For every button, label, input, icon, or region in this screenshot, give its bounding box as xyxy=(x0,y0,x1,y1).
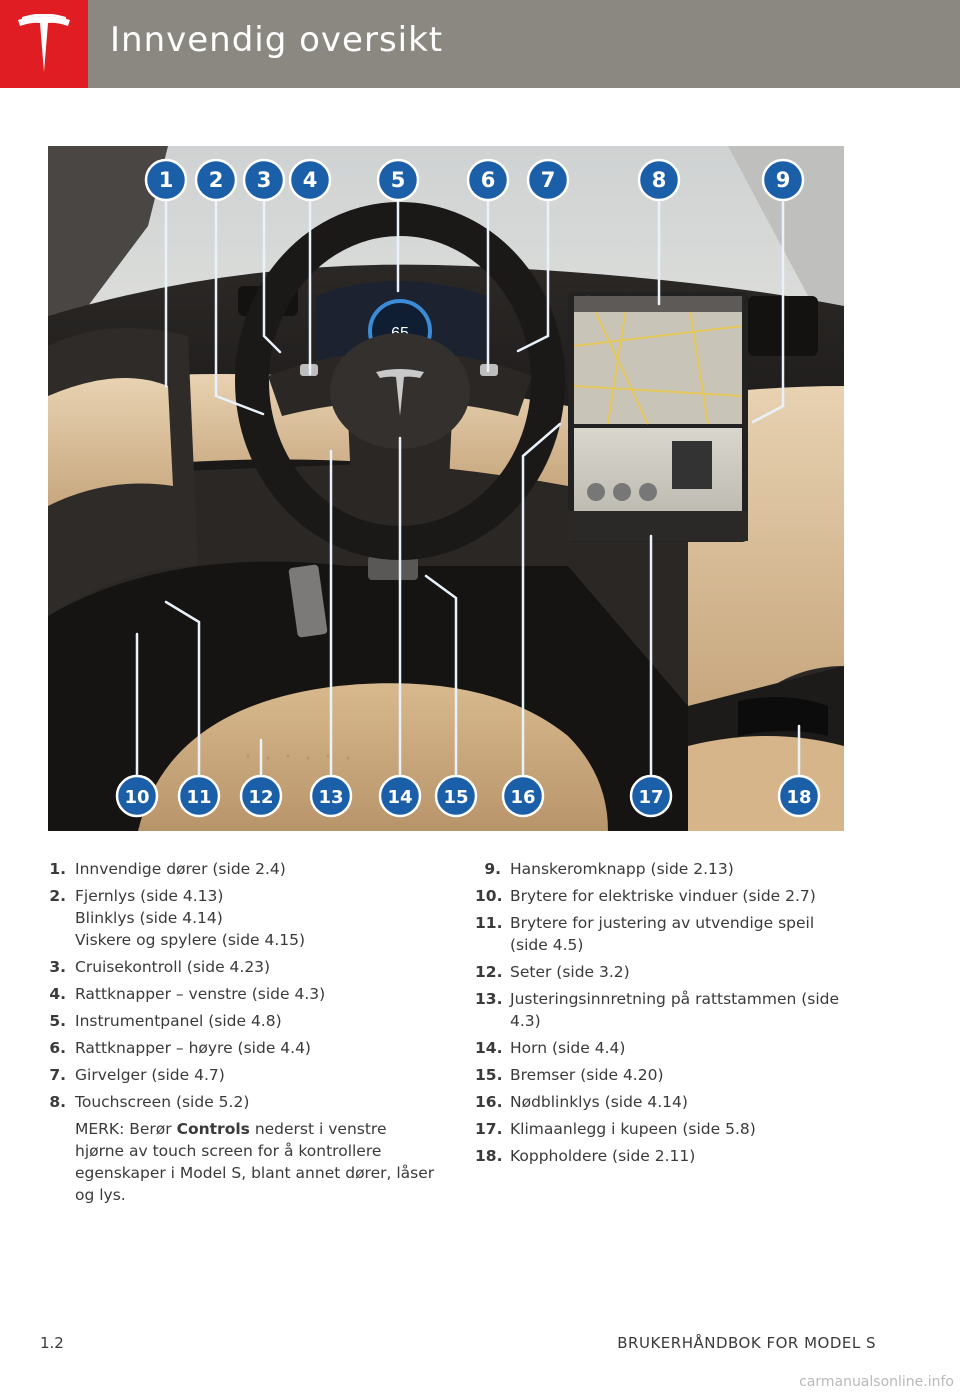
note-prefix: MERK: Berør xyxy=(75,1120,177,1138)
item-line: Rattknapper – høyre (side 4.4) xyxy=(75,1039,311,1057)
list-item xyxy=(40,983,440,1005)
callout-17 xyxy=(631,776,671,816)
item-number: 16. xyxy=(475,1093,503,1111)
note-suffix: nederst i venstre hjørne av touch screen for å kontrollere egenskaper i Model S, blant annet dører, låser og lys. xyxy=(75,1120,435,1204)
callout-number: 14 xyxy=(387,787,413,808)
item-number: 2. xyxy=(49,887,66,905)
list-item xyxy=(40,956,440,978)
item-number: 9. xyxy=(484,860,501,878)
callout-number: 10 xyxy=(124,787,150,808)
callout-number: 4 xyxy=(302,168,318,192)
item-line: Horn (side 4.4) xyxy=(510,1039,626,1057)
list-item xyxy=(475,1091,855,1113)
item-line: Nødblinklys (side 4.14) xyxy=(510,1093,688,1111)
item-line: Seter (side 3.2) xyxy=(510,963,630,981)
item-line: Innvendige dører (side 2.4) xyxy=(75,860,286,878)
manual-title: BRUKERHÅNDBOK FOR MODEL S xyxy=(617,1334,876,1352)
callout-13 xyxy=(311,776,351,816)
interior-photo xyxy=(48,146,844,831)
callout-2 xyxy=(196,160,236,200)
item-number: 3. xyxy=(49,958,66,976)
item-text xyxy=(75,983,440,1005)
callout-number: 6 xyxy=(480,168,496,192)
callout-number: 13 xyxy=(318,787,344,808)
item-text xyxy=(75,1091,440,1113)
list-item xyxy=(475,1037,855,1059)
callout-3 xyxy=(244,160,284,200)
item-number: 17. xyxy=(475,1120,503,1138)
list-item xyxy=(40,1010,440,1032)
callout-number: 15 xyxy=(443,787,469,808)
callout-number: 17 xyxy=(638,787,664,808)
callout-number: 5 xyxy=(390,168,406,192)
callout-11 xyxy=(179,776,219,816)
item-line: Klimaanlegg i kupeen (side 5.8) xyxy=(510,1120,756,1138)
item-text xyxy=(510,1118,855,1140)
callout-14 xyxy=(380,776,420,816)
item-line: Hanskeromknapp (side 2.13) xyxy=(510,860,734,878)
list-item xyxy=(40,858,440,880)
item-text xyxy=(75,1037,440,1059)
page-number: 1.2 xyxy=(40,1334,64,1352)
item-number: 11. xyxy=(475,914,503,932)
callout-6 xyxy=(468,160,508,200)
item-line: Girvelger (side 4.7) xyxy=(75,1066,225,1084)
list-item xyxy=(475,988,855,1032)
item-line: Cruisekontroll (side 4.23) xyxy=(75,958,271,976)
callout-10 xyxy=(117,776,157,816)
item-number: 15. xyxy=(475,1066,503,1084)
callout-number: 2 xyxy=(208,168,224,192)
list-item xyxy=(40,1037,440,1059)
item-number: 8. xyxy=(49,1093,66,1111)
item-text xyxy=(510,1145,855,1167)
callout-number: 7 xyxy=(540,168,556,192)
note-text xyxy=(75,1118,440,1206)
note-bold: Controls xyxy=(176,1120,250,1138)
item-text xyxy=(510,988,855,1032)
interior-illustration xyxy=(48,146,844,831)
item-number: 1. xyxy=(49,860,66,878)
item-line: Brytere for elektriske vinduer (side 2.7) xyxy=(510,887,816,905)
callout-7 xyxy=(528,160,568,200)
item-line: Instrumentpanel (side 4.8) xyxy=(75,1012,282,1030)
callout-9 xyxy=(763,160,803,200)
callout-number: 11 xyxy=(186,787,212,808)
callout-number: 1 xyxy=(158,168,174,192)
callout-16 xyxy=(503,776,543,816)
list-item xyxy=(40,1064,440,1086)
callout-number: 9 xyxy=(775,168,791,192)
list-item xyxy=(40,885,440,951)
item-number: 14. xyxy=(475,1039,503,1057)
callout-number: 8 xyxy=(651,168,667,192)
item-number: 6. xyxy=(49,1039,66,1057)
item-number: 13. xyxy=(475,990,503,1008)
list-item xyxy=(475,1145,855,1167)
item-line: Touchscreen (side 5.2) xyxy=(75,1093,250,1111)
callout-1 xyxy=(146,160,186,200)
item-text xyxy=(510,1064,855,1086)
callout-18 xyxy=(779,776,819,816)
callout-12 xyxy=(241,776,281,816)
item-text xyxy=(510,961,855,983)
item-text xyxy=(510,1037,855,1059)
callout-8 xyxy=(639,160,679,200)
item-line: Viskere og spylere (side 4.15) xyxy=(75,931,306,949)
item-line: Blinklys (side 4.14) xyxy=(75,909,223,927)
item-text xyxy=(75,1064,440,1086)
item-line: Justeringsinnretning på rattstammen (side 4.3) xyxy=(510,990,840,1030)
list-item xyxy=(475,1064,855,1086)
item-line: Koppholdere (side 2.11) xyxy=(510,1147,696,1165)
list-item xyxy=(475,885,855,907)
item-text xyxy=(510,885,855,907)
watermark: carmanualsonline.info xyxy=(799,1374,954,1390)
tesla-t-icon xyxy=(16,14,72,74)
item-number: 18. xyxy=(475,1147,503,1165)
page-title: Innvendig oversikt xyxy=(110,20,444,60)
callout-number: 12 xyxy=(248,787,274,808)
item-number: 12. xyxy=(475,963,503,981)
component-list-right xyxy=(475,858,855,1172)
item-text xyxy=(510,1091,855,1113)
item-text xyxy=(75,858,440,880)
callout-number: 18 xyxy=(786,787,812,808)
callout-number: 3 xyxy=(256,168,272,192)
page-header xyxy=(0,0,960,88)
item-text xyxy=(75,885,440,951)
item-number: 4. xyxy=(49,985,66,1003)
item-text xyxy=(510,912,855,956)
item-number: 10. xyxy=(475,887,503,905)
item-line: Fjernlys (side 4.13) xyxy=(75,887,224,905)
list-item xyxy=(475,961,855,983)
list-item xyxy=(40,1091,440,1113)
tesla-logo xyxy=(0,0,88,88)
item-line: Brytere for justering av utvendige speil (side 4.5) xyxy=(510,914,815,954)
list-item xyxy=(475,912,855,956)
list-item xyxy=(475,1118,855,1140)
item-line: Bremser (side 4.20) xyxy=(510,1066,664,1084)
item-number: 7. xyxy=(49,1066,66,1084)
callout-number: 16 xyxy=(510,787,536,808)
item-number: 5. xyxy=(49,1012,66,1030)
component-list-left xyxy=(40,858,440,1206)
item-text xyxy=(510,858,855,880)
item-text xyxy=(75,1010,440,1032)
list-item xyxy=(475,858,855,880)
item-line: Rattknapper – venstre (side 4.3) xyxy=(75,985,326,1003)
callout-15 xyxy=(436,776,476,816)
callout-5 xyxy=(378,160,418,200)
callout-4 xyxy=(290,160,330,200)
item-text xyxy=(75,956,440,978)
